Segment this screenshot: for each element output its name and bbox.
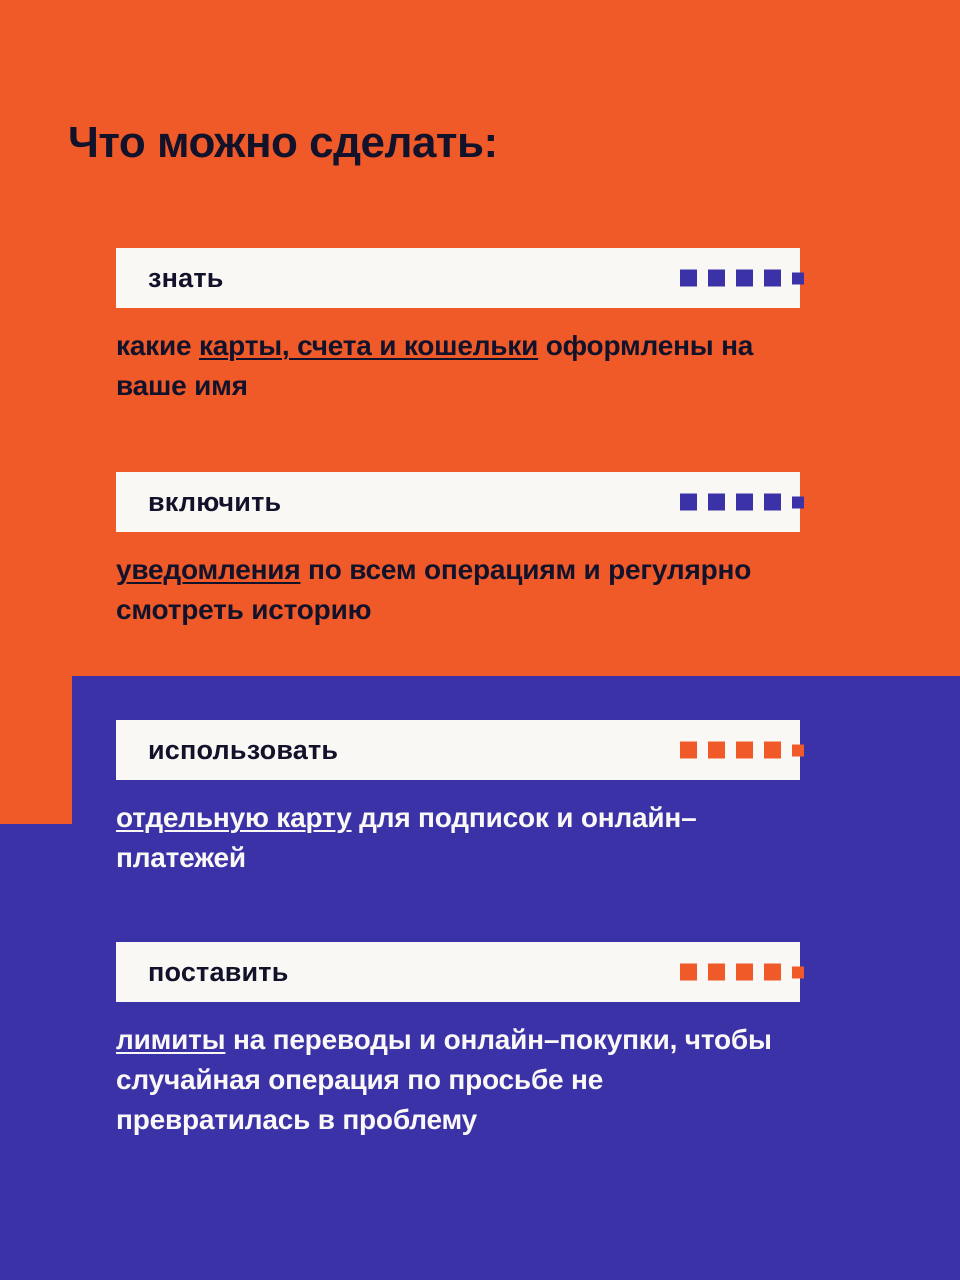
- dot-icon: [708, 964, 725, 981]
- dot-icon: [680, 494, 697, 511]
- action-bar[interactable]: [116, 720, 800, 780]
- description-text-plain: какие: [116, 330, 199, 361]
- page-title: Что можно сделать:: [68, 118, 498, 167]
- description-text-plain: оформлены на ваше имя: [116, 330, 754, 401]
- action-label: поставить: [148, 956, 289, 987]
- progress-dots: [680, 494, 804, 511]
- dot-icon: [708, 742, 725, 759]
- dot-icon: [792, 966, 804, 978]
- dot-icon: [764, 742, 781, 759]
- description-highlight: уведомления: [116, 554, 301, 585]
- dot-icon: [708, 494, 725, 511]
- dot-icon: [736, 742, 753, 759]
- action-description: [116, 550, 800, 630]
- dot-icon: [792, 496, 804, 508]
- dot-icon: [708, 270, 725, 287]
- dot-icon: [792, 744, 804, 756]
- list-item: [116, 472, 800, 630]
- list-item: [116, 720, 800, 878]
- dot-icon: [736, 494, 753, 511]
- description-highlight: лимиты: [116, 1024, 226, 1055]
- dot-icon: [792, 272, 804, 284]
- dot-icon: [764, 270, 781, 287]
- progress-dots: [680, 742, 804, 759]
- dot-icon: [764, 494, 781, 511]
- description-text-plain: для подписок и онлайн–платежей: [116, 802, 697, 873]
- description-highlight: отдельную карту: [116, 802, 352, 833]
- dot-icon: [680, 742, 697, 759]
- dot-icon: [736, 964, 753, 981]
- action-bar[interactable]: [116, 942, 800, 1002]
- progress-dots: [680, 270, 804, 287]
- action-description: [116, 798, 800, 878]
- dot-icon: [736, 270, 753, 287]
- description-highlight: карты, счета и кошельки: [198, 330, 539, 361]
- dot-icon: [764, 964, 781, 981]
- progress-dots: [680, 964, 804, 981]
- description-text-plain: по всем операциям и регулярно смотреть историю: [116, 554, 752, 625]
- action-label: включить: [148, 486, 282, 517]
- action-description: [116, 326, 800, 406]
- list-item: [116, 942, 800, 1139]
- action-label: использовать: [148, 734, 339, 765]
- action-bar[interactable]: [116, 472, 800, 532]
- action-label: знать: [148, 262, 224, 293]
- dot-icon: [680, 270, 697, 287]
- action-bar[interactable]: [116, 248, 800, 308]
- action-description: [116, 1020, 800, 1139]
- description-text-plain: на переводы и онлайн–покупки, чтобы случайная операция по просьбе не превратилась в проблему: [116, 1024, 772, 1135]
- dot-icon: [680, 964, 697, 981]
- list-item: [116, 248, 800, 406]
